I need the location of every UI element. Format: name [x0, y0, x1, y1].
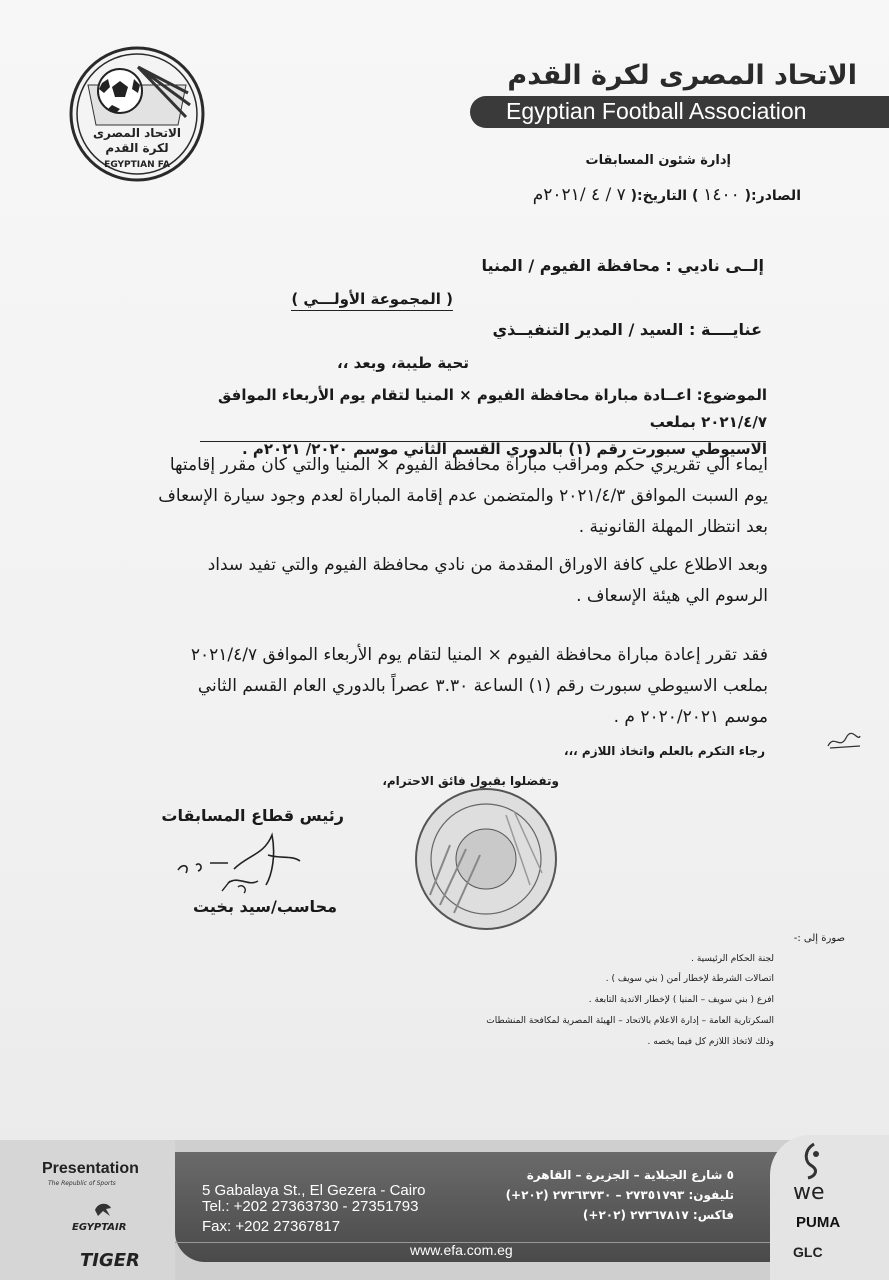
footer-address-en: 5 Gabalaya St., El Gezera - Cairo — [202, 1182, 426, 1199]
sponsor-we: we — [793, 1180, 825, 1205]
sponsor-presentation: Presentation — [42, 1160, 139, 1177]
handwritten-signature — [168, 825, 318, 900]
cc-item: افرع ( بني سويف – المنيا ) لإخطار الاندية التابعة . — [588, 995, 774, 1005]
egyptair-horus-icon — [92, 1198, 114, 1220]
footer-fax-en: Fax: +202 27367817 — [202, 1218, 341, 1235]
recipient: إلــى ناديي : محافظة الفيوم / المنيا — [481, 256, 764, 275]
paragraph-2: وبعد الاطلاع علي كافة الاوراق المقدمة من نادي محافظة الفيوم والتي تفيد سداد الرسوم الي هيئة الإسعاف . — [207, 555, 768, 606]
subject-line-2: الاسيوطي سبورت رقم (١) بالدوري القسم الثاني موسم ٢٠٢٠/ ٢٠٢١م . — [241, 440, 767, 458]
group: ( المجموعة الأولـــي ) — [291, 290, 453, 311]
official-stamp — [410, 785, 562, 933]
sponsor-puma: PUMA — [796, 1214, 841, 1231]
cc-item: وذلك لاتخاذ اللازم كل فيما يخصه . — [647, 1037, 774, 1047]
request-line: رجاء التكرم بالعلم واتخاذ اللازم ،،، — [564, 744, 765, 758]
header-title-ar: الاتحاد المصرى لكرة القدم — [507, 60, 857, 91]
website-link[interactable]: www.efa.com.eg — [410, 1242, 513, 1258]
department: إدارة شئون المسابقات — [585, 153, 731, 168]
closing-line: وتفضلوا بقبول فائق الاحترام، — [382, 774, 559, 788]
sponsor-egyptair: EGYPTAIR — [72, 1222, 127, 1233]
logo-text-ar-2: لكرة القدم — [105, 141, 169, 155]
paragraph-3: فقد تقرر إعادة مباراة محافظة الفيوم × المنيا لتقام يوم الأربعاء الموافق ٢٠٢١/٤/٧ بملعب الاسيوطي سبورت رقم (١) الساعة ٣.٣٠ عصراً بالدوري العام القسم الثاني موسم ٢٠٢٠/٢٠٢١ م . — [190, 645, 768, 727]
date-value: ٧ / ٤ /٢٠٢١م — [532, 185, 626, 205]
logo-text-ar-1: الاتحاد المصرى — [93, 126, 181, 140]
footer-sponsors-right — [770, 1135, 889, 1280]
attention: عنايــــة : السيد / المدير التنفيــذي — [492, 320, 762, 339]
signatory-name: محاسب/سيد بخيت — [192, 897, 337, 916]
outgoing-number: ١٤٠٠ — [703, 185, 740, 205]
footer-address-ar: ٥ شارع الجبلاية – الجزيرة – القاهرة — [526, 1168, 734, 1182]
footer-tel-en: Tel.: +202 27363730 - 27351793 — [202, 1198, 419, 1215]
sponsor-glc: GLC — [793, 1244, 823, 1260]
sponsor-tiger: TIGER — [80, 1250, 140, 1271]
footer-fax-ar: فاكس: ٢٧٣٦٧٨١٧ (٢٠٢+) — [582, 1208, 734, 1222]
header-title-en: Egyptian Football Association — [506, 98, 807, 124]
we-logo-icon — [798, 1140, 828, 1180]
subject-line-1: الموضوع: اعــادة مباراة محافظة الفيوم × المنيا لتقام يوم الأربعاء الموافق ٢٠٢١/٤/٧ بملعب — [217, 386, 767, 431]
footer-tel-ar: تليفون: ٢٧٣٥١٧٩٣ – ٢٧٣٦٣٧٣٠ (٢٠٢+) — [505, 1188, 734, 1202]
cc-item: السكرتارية العامة – إدارة الاعلام بالاتحاد – الهيئة المصرية لمكافحة المنشطات — [486, 1016, 774, 1026]
subject-underline — [200, 441, 766, 442]
date-label: ) التاريخ:( — [630, 188, 699, 204]
cc-label: صورة إلى :- — [793, 933, 845, 944]
greeting: تحية طيبة، وبعد ،، — [337, 354, 469, 372]
paragraph-1: ايماء الي تقريري حكم ومراقب مباراة محافظة الفيوم × المنيا والتي كان مقرر إقامتها يوم السبت الموافق ٢٠٢١/٤/٣ والمتضمن عدم إقامة المباراة لعدم وجود سيارة الإسعاف بعد انتظار المهلة القانونية . — [158, 455, 768, 537]
cc-item: اتصالات الشرطة لإخطار أمن ( بني سويف ) . — [605, 974, 774, 984]
efa-logo — [68, 45, 206, 183]
signatory-title: رئيس قطاع المسابقات — [161, 806, 344, 825]
cc-item: لجنة الحكام الرئيسية . — [691, 954, 774, 964]
logo-text-en: EGYPTIAN FA — [104, 160, 170, 170]
handwritten-initials — [824, 728, 864, 754]
reference-line — [533, 185, 801, 205]
outgoing-label: الصادر:( — [744, 188, 801, 204]
sponsor-presentation-tagline: The Republic of Sports — [48, 1180, 116, 1187]
